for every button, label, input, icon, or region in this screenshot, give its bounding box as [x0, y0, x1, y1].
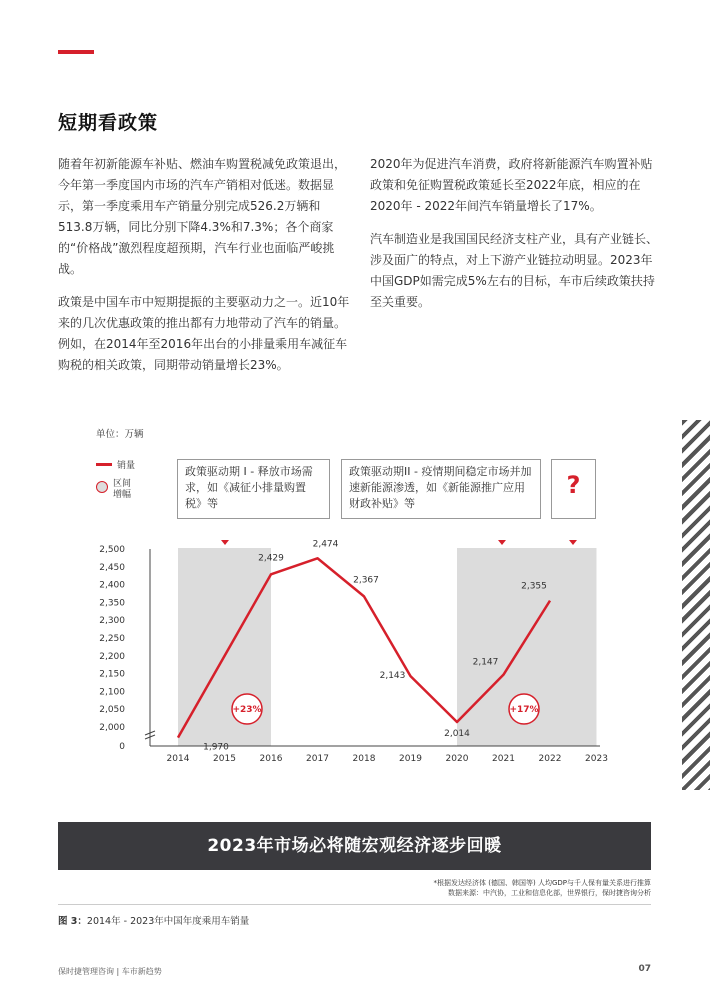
y-tick-label: 2,450 [99, 562, 125, 573]
period-marker [569, 540, 577, 545]
footer-brand: 保时捷管理咨询 | 车市新趋势 [58, 967, 162, 976]
x-tick-label: 2016 [259, 754, 283, 764]
y-tick-label: 2,200 [99, 651, 125, 662]
x-tick-label: 2018 [352, 754, 376, 764]
y-tick-label: 2,050 [99, 705, 125, 716]
banner: 2023年市场必将随宏观经济逐步回暖 [58, 822, 651, 870]
x-tick-label: 2023 [585, 754, 608, 764]
data-label: 2,143 [379, 671, 406, 682]
period-callout-1: 政策驱动期 I - 释放市场需求，如《减征小排量购置税》等 [177, 459, 330, 519]
period-marker [221, 540, 229, 545]
period-callout-question: ? [551, 459, 596, 519]
y-tick-label: 2,250 [99, 634, 125, 644]
period-callout-2: 政策驱动期II - 疫情期间稳定市场并加速新能源渗透，如《新能源推广应用财政补贴》等 [341, 459, 541, 519]
y-tick-label: 2,000 [99, 723, 125, 733]
divider [58, 904, 651, 905]
growth-label: +23% [232, 705, 262, 715]
legend-label: 销量 [117, 461, 136, 471]
data-label: 2,355 [521, 581, 547, 592]
figure-label: 图 3： [58, 916, 87, 927]
data-label: 2,429 [258, 553, 284, 564]
x-tick-label: 2019 [399, 754, 422, 764]
data-label: 2,147 [472, 657, 499, 668]
x-tick-label: 2020 [445, 754, 469, 764]
y-tick-label: 2,150 [99, 669, 125, 680]
data-label: 1,970 [203, 742, 229, 753]
data-label: 2,367 [353, 575, 379, 586]
x-tick-label: 2022 [538, 754, 562, 764]
figure-caption-text: 2014年 - 2023年中国年度乘用车销量 [86, 916, 250, 927]
figure-caption [58, 913, 249, 927]
chart-unit-label: 单位：万辆 [96, 429, 144, 440]
legend-label: 区间 增幅 [113, 479, 132, 500]
growth-label: +17% [509, 705, 539, 715]
y-tick-label: 2,350 [99, 598, 125, 609]
paragraph: 2020年为促进汽车消费，政府将新能源汽车购置补贴政策和免征购置税政策延长至2022年底，相应的在2020年 - 2022年间汽车销量增长了17%。 [370, 157, 653, 213]
period-band [550, 548, 597, 746]
x-tick-label: 2017 [306, 754, 329, 764]
x-tick-label: 2021 [492, 754, 515, 764]
y-tick-label: 2,500 [99, 545, 125, 555]
paragraph: 随着年初新能源车补贴、燃油车购置税减免政策退出，今年第一季度国内市场的汽车产销相对低迷。数据显示，第一季度乘用车产销量分别完成526.2万辆和513.8万辆，同比分别下降4.3%和7.3%；各个商家的“价格战”激烈程度超预期，汽车行业也面临严峻挑战。 [58, 157, 347, 276]
period-marker [498, 540, 506, 545]
paragraph: 政策是中国车市中短期提振的主要驱动力之一。近10年来的几次优惠政策的推出都有力地带动了汽车的销量。例如，在2014年至2016年出台的小排量乘用车减征车购税的相关政策，同期带动销量增长23%。 [58, 295, 350, 372]
page-number: 07 [638, 964, 651, 974]
y-tick-label: 2,100 [99, 687, 125, 698]
note-line: *根据发达经济体 (德国、韩国等) 人均GDP与千人保有量关系进行推算 [433, 879, 651, 887]
paragraph: 汽车制造业是我国国民经济支柱产业，具有产业链长、涉及面广的特点，对上下游产业链拉动明显。2023年中国GDP如需完成5%左右的目标，车市后续政策扶持至关重要。 [370, 232, 659, 309]
source-notes [434, 878, 651, 898]
x-tick-label: 2015 [213, 754, 236, 764]
data-label: 2,014 [444, 729, 470, 740]
data-label: 2,474 [312, 539, 339, 550]
y-tick-label: 0 [119, 742, 125, 752]
note-line: 数据来源：中汽协，工业和信息化部，世界银行，保时捷咨询分析 [448, 889, 651, 897]
y-tick-label: 2,400 [99, 580, 125, 591]
y-tick-label: 2,300 [99, 616, 125, 627]
x-tick-label: 2014 [166, 754, 190, 764]
section-title: 短期看政策 [58, 112, 159, 134]
